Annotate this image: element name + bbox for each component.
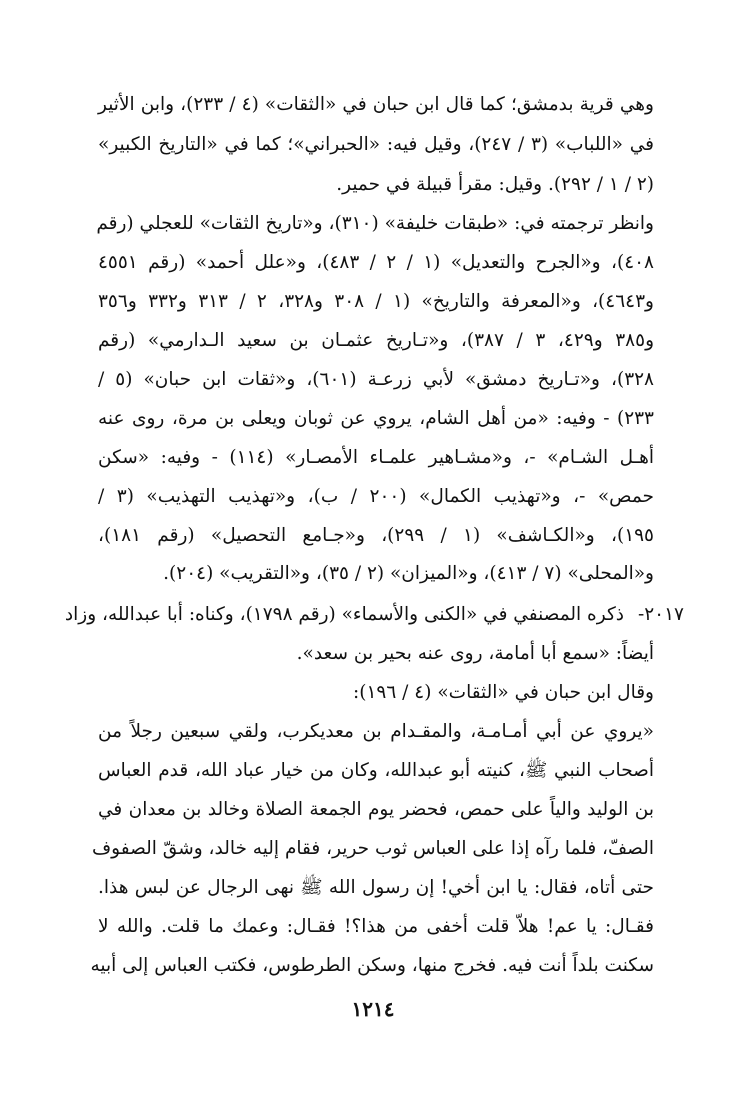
references-line-1: وانظر ترجمته في: «طبقات خليفة» (٣١٠)، و«تاريخ الثقات» للعجلي (رقم (96, 213, 654, 234)
entry-line-7: الصفّ، فلما رآه إذا على العباس ثوب حرير، فقام إليه خالد، وشقّ الصفوف (91, 838, 654, 859)
entry-line-1: ذكره المصنفي في «الكنى والأسماء» (رقم ١٧٩٨)، وكناه: أبا عبدالله، وزاد (64, 604, 624, 625)
entry-line-8: حتى أتاه، فقال: يا ابن أخي! إن رسول الله ﷺ نهى الرجال عن لبس هذا. (98, 877, 654, 898)
entry-line-10: سكنت بلداً أنت فيه. فخرج منها، وسكن الطرطوس، فكتب العباس إلى أبيه (90, 955, 654, 976)
references-line-8: حمص» -، و«تهذيب الكمال» (٢٠٠ / ب)، و«تهذيب التهذيب» (٣ / (98, 486, 654, 507)
entry-line-2: أيضاً: «سمع أبا أمامة، روى عنه بحير بن سعد». (296, 643, 654, 664)
entry-line-3: وقال ابن حبان في «الثقات» (٤ / ١٩٦): (353, 682, 654, 703)
entry-line-6: بن الوليد والياً على حمص، فحضر يوم الجمعة الصلاة وخالد بن معدان في (98, 799, 654, 820)
entry-line-4: «يروي عن أبي أمـامـة، والمقـدام بن معديكرب، ولقي سبعين رجلاً من (98, 721, 654, 742)
entry-line-9: فقـال: يا عم! هلاّ قلت أخفى من هذا؟! فقـال: وعمك ما قلت. والله لا (98, 916, 654, 937)
paragraph1-line-2: في «اللباب» (٣ / ٢٤٧)، وقيل فيه: «الحبراني»؛ كما في «التاريخ الكبير» (98, 134, 654, 155)
paragraph1-line-3: (٢ / ١ / ٢٩٢). وقيل: مقرأ قبيلة في حمير. (336, 174, 654, 195)
page-number: ١٢١٤ (351, 997, 395, 1021)
entry-line-5: أصحاب النبي ﷺ، كنيته أبو عبدالله، وكان من خيار عباد الله، قدم العباس (98, 760, 654, 781)
references-line-3: و٤٦٤٣)، و«المعرفة والتاريخ» (١ / ٣٠٨ و٣٢٨، ٢ / ٣١٣ و٣٣٢ و٣٥٦ (98, 291, 654, 312)
references-line-4: و٣٨٥ و٤٢٩، ٣ / ٣٨٧)، و«تـاريخ عثمـان بن سعيد الـدارمي» (رقم (98, 330, 654, 351)
references-line-7: أهـل الشـام» -، و«مشـاهير علمـاء الأمصـار» (١١٤) - وفيه: «سكن (98, 447, 654, 468)
references-line-6: ٢٣٣) - وفيه: «من أهل الشام، يروي عن ثوبان ويعلى بن مرة، روى عنه (98, 408, 654, 429)
references-line-5: ٣٢٨)، و«تـاريخ دمشق» لأبي زرعـة (٦٠١)، و«ثقات ابن حبان» (٥ / (98, 369, 654, 390)
entry-number: ٢٠١٧- (637, 604, 684, 625)
references-line-2: ٤٠٨)، و«الجرح والتعديل» (١ / ٢ / ٤٨٣)، و«علل أحمد» (رقم ٤٥٥١ (98, 252, 654, 273)
references-line-9: ١٩٥)، و«الكـاشف» (١ / ٢٩٩)، و«جـامع التحصيل» (رقم ١٨١)، (98, 525, 654, 546)
references-line-10: و«المحلى» (٧ / ٤١٣)، و«الميزان» (٢ / ٣٥)، و«التقريب» (٢٠٤). (163, 563, 654, 584)
paragraph1-line-1: وهي قرية بدمشق؛ كما قال ابن حبان في «الثقات» (٤ / ٢٣٣)، وابن الأثير (98, 94, 654, 115)
